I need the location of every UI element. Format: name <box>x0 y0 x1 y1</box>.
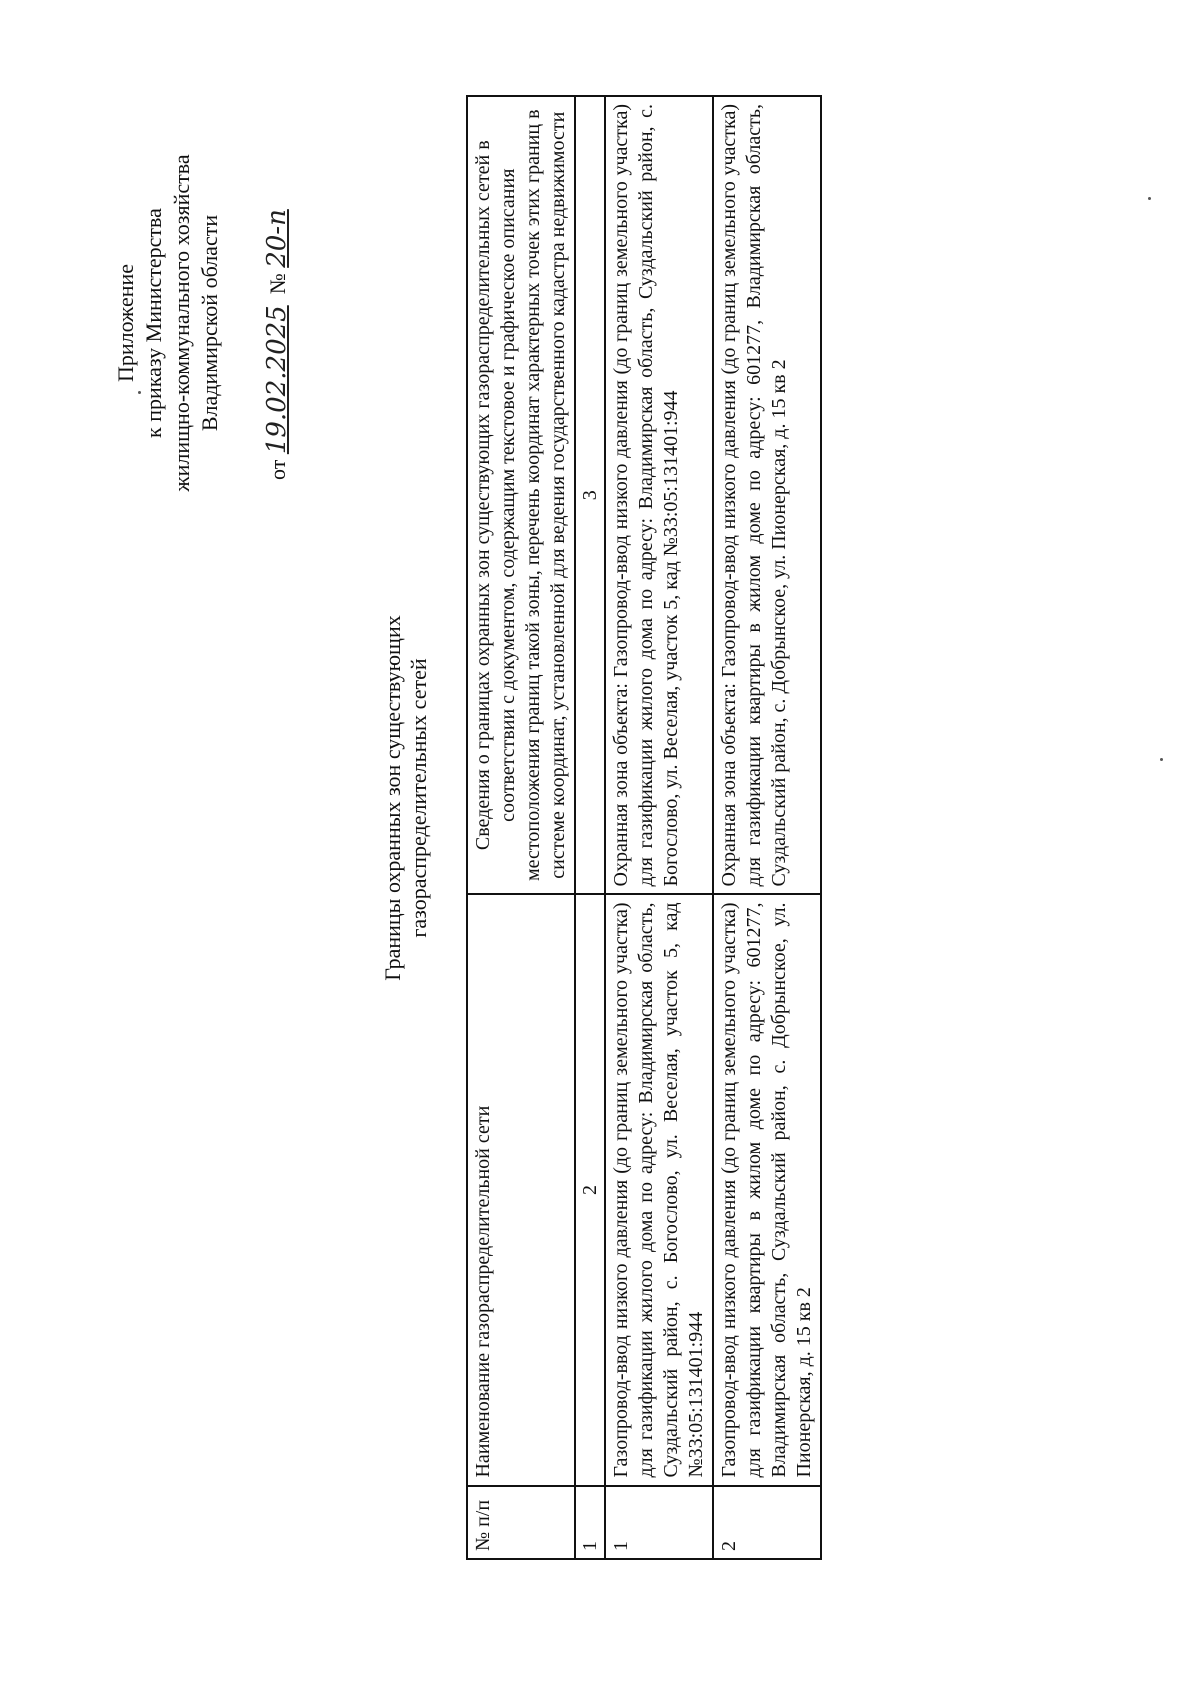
title-line: газораспределительных сетей <box>406 658 431 938</box>
scan-speck <box>138 391 141 394</box>
order-line <box>262 100 292 480</box>
row-number: 2 <box>713 1486 821 1559</box>
order-prefix: от <box>265 459 290 480</box>
table-column-number-row <box>575 96 605 1559</box>
document-title <box>380 448 432 1148</box>
header-cell-num: № п/п <box>467 1486 575 1559</box>
appendix-line: Приложение <box>113 263 138 383</box>
appendix-line: Владимирской области <box>197 214 222 432</box>
table-header-row <box>467 96 575 1559</box>
network-name: Газопровод-ввод низкого давления (до границ земельного участка) для газификации жилого дома по адресу: Владимирская область, Суздальский район, с. Богослово, ул. Веселая, участок 5, кад №33:05:131401:944 <box>605 894 713 1485</box>
title-line: Границы охранных зон существующих <box>380 615 405 981</box>
column-number: 3 <box>575 96 605 894</box>
appendix-line: к приказу Министерства <box>141 208 166 438</box>
row-number: 1 <box>605 1486 713 1559</box>
zones-table <box>466 95 822 1560</box>
table-row <box>713 96 821 1559</box>
appendix-line: жилищно-коммунального хозяйства <box>169 154 194 492</box>
header-cell-name: Наименование газораспределительной сети <box>467 894 575 1485</box>
zone-info: Охранная зона объекта: Газопровод-ввод низкого давления (до границ земельного участка) для газификации квартиры в жилом доме по адресу: 601277, Владимирская область, Суздальский район, с. Добрынское, ул. Пионерская, д. 15 кв 2 <box>713 96 821 894</box>
column-number: 2 <box>575 894 605 1485</box>
header-cell-zone: Сведения о границах охранных зон существующих газораспределительных сетей в соответствии с документом, содержащим текстовое и графическое описания местоположения границ такой зоны, перечень координат характерных точек этих границ в системе координат, установленной для ведения государственного кадастра недвижимости <box>467 96 575 894</box>
appendix-block <box>112 123 224 523</box>
column-number: 1 <box>575 1486 605 1559</box>
order-date: 19.02.2025 <box>262 305 292 455</box>
network-name: Газопровод-ввод низкого давления (до границ земельного участка) для газификации квартиры в жилом доме по адресу: 601277, Владимирская область, Суздальский район, с. Добрынское, ул. Пионерская, д. 15 кв 2 <box>713 894 821 1485</box>
table-row <box>605 96 713 1559</box>
scan-speck <box>1148 197 1151 200</box>
zone-info: Охранная зона объекта: Газопровод-ввод низкого давления (до границ земельного участка) для газификации жилого дома по адресу: Владимирская область, Суздальский район, с. Богослово, ул. Веселая, участок 5, кад №33:05:131401:944 <box>605 96 713 894</box>
scan-speck <box>1160 758 1163 761</box>
order-number-sign: № <box>265 273 290 295</box>
order-number: 20-п <box>262 209 292 268</box>
